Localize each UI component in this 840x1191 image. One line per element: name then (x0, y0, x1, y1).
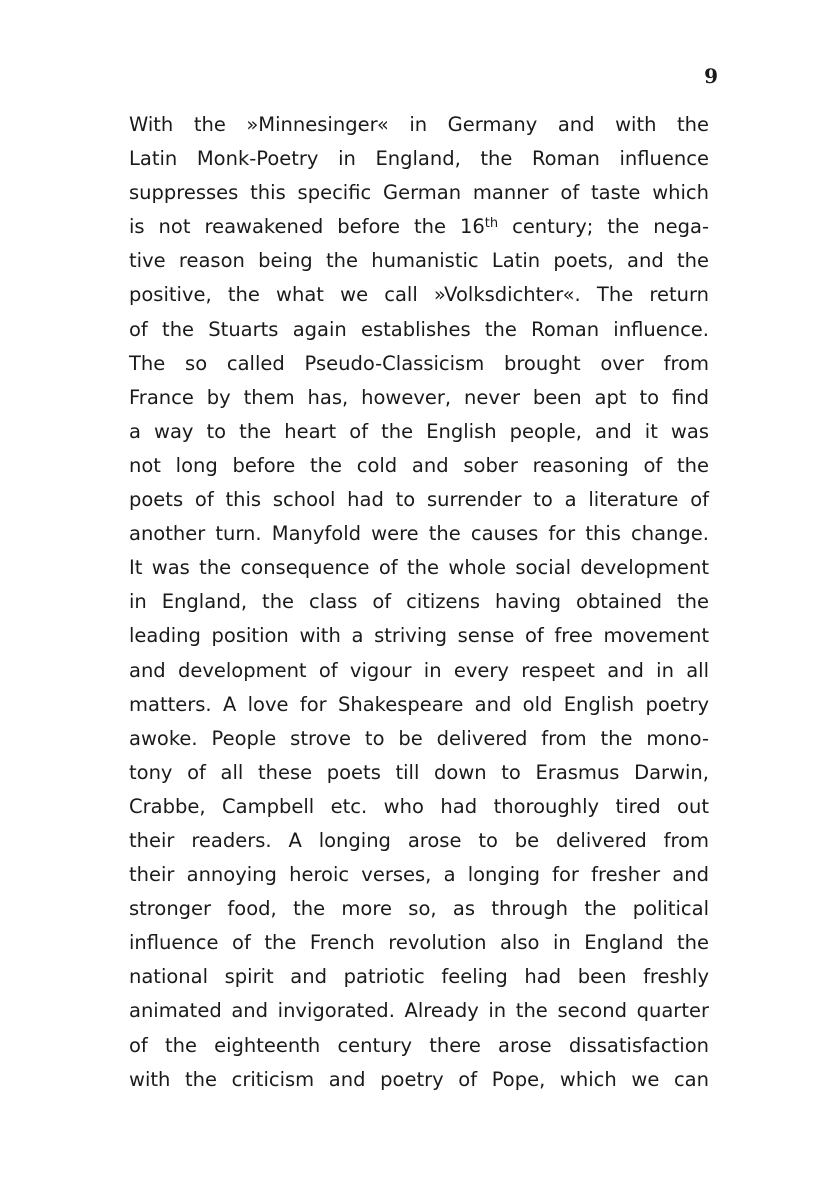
text-line: awoke. People strove to be delivered from the mono- (129, 726, 709, 750)
text-line: It was the consequence of the whole social development (129, 556, 709, 580)
text-line: in England, the class of citizens having obtained the (129, 590, 709, 614)
text-line: animated and invigorated. Already in the second quarter (129, 999, 709, 1023)
text-line: their annoying heroic verses, a longing for fresher and (129, 863, 709, 887)
text-line: tony of all these poets till down to Erasmus Darwin, (129, 760, 709, 784)
text-line: France by them has, however, never been apt to find (129, 385, 709, 409)
text-line: tive reason being the humanistic Latin poets, and the (129, 249, 709, 273)
text-line: poets of this school had to surrender to a literature of (129, 488, 709, 512)
text-line: The so called Pseudo-Classicism brought over from (129, 351, 709, 375)
text-line: another turn. Manyfold were the causes for this change. (129, 522, 709, 546)
text-line: leading position with a striving sense of free movement (129, 624, 709, 648)
page-number: 9 (704, 64, 718, 88)
text-line: Crabbe, Campbell etc. who had thoroughly tired out (129, 794, 709, 818)
text-line: not long before the cold and sober reasoning of the (129, 453, 709, 477)
text-line: matters. A love for Shakespeare and old English poetry (129, 692, 709, 716)
text-line: national spirit and patriotic feeling had been freshly (129, 965, 709, 989)
text-line: their readers. A longing arose to be delivered from (129, 828, 709, 852)
text-line: suppresses this specific German manner of taste which (129, 181, 709, 205)
text-line: With the »Minnesinger« in Germany and with the (129, 113, 709, 136)
text-line: is not reawakened before the 16th century; the nega- (129, 215, 709, 239)
text-line: stronger food, the more so, as through the political (129, 897, 709, 921)
text-line: of the eighteenth century there arose dissatisfaction (129, 1033, 709, 1057)
body-text (129, 108, 709, 1097)
text-line: Latin Monk-Poetry in England, the Roman influence (129, 147, 709, 171)
text-line: positive, the what we call »Volksdichter«. The return (129, 283, 709, 307)
text-line: and development of vigour in every respeet and in all (129, 658, 709, 682)
text-line: influence of the French revolution also in England the (129, 931, 709, 955)
text-line: a way to the heart of the English people, and it was (129, 419, 709, 443)
text-line: with the criticism and poetry of Pope, which we can (129, 1067, 709, 1091)
text-line: of the Stuarts again establishes the Roman influence. (129, 317, 709, 341)
